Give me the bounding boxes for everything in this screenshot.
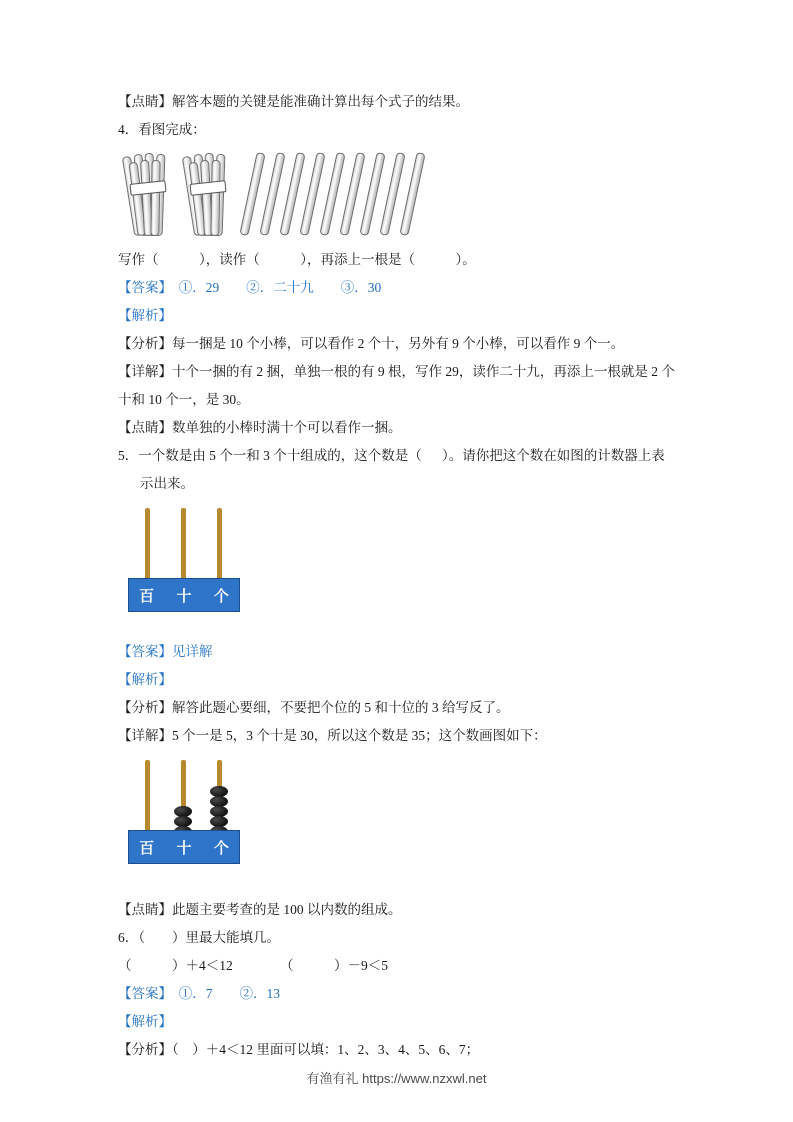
detail-5: 【详解】5 个一是 5，3 个十是 30，所以这个数是 35；这个数画图如下：	[118, 728, 547, 743]
counter-rod-hundreds	[145, 508, 150, 582]
question-4-stem: 4．看图完成：	[118, 122, 206, 137]
analysis-label-6: 【解析】	[118, 1014, 172, 1029]
counter-labels	[128, 578, 240, 612]
answer-5: 【答案】见详解	[118, 644, 213, 659]
counter-label-hundreds-2: 百	[139, 840, 155, 857]
stick-bundle-1	[126, 152, 172, 238]
analysis-label-5: 【解析】	[118, 672, 172, 687]
question-6-stem: 6．（ ）里最大能填几。	[118, 930, 280, 945]
counter-label-ones: 个	[213, 588, 229, 605]
watermark: 有渔有礼 https://www.nzxwl.net	[306, 1071, 487, 1086]
answer-4: 【答案】 ①．29 ②．二十九 ③．30	[118, 280, 382, 295]
question-6-expressions: （ ）＋4＜12 （ ）－9＜5	[118, 958, 388, 973]
analysis-6: 【分析】（ ）＋4＜12 里面可以填：1、2、3、4、5、6、7；	[118, 1042, 480, 1057]
question-4-fill-blanks: 写作（ ），读作（ ），再添上一根是（ ）。	[118, 252, 476, 267]
counter-label-tens: 十	[176, 588, 192, 605]
counter-empty	[128, 508, 240, 626]
analysis-4: 【分析】每一捆是 10 个小棒，可以看作 2 个十，另外有 9 个小棒，可以看作 9 个一。	[118, 336, 625, 351]
counter-filled	[128, 760, 240, 878]
analysis-label-4: 【解析】	[118, 308, 172, 323]
counter-rod-tens	[181, 508, 186, 582]
question-5-stem: 5．一个数是由 5 个一和 3 个十组成的，这个数是（ ）。请你把这个数在如图的计数器上表示出来。	[118, 448, 665, 491]
dianjing-4: 【点睛】数单独的小棒时满十个可以看作一捆。	[118, 420, 402, 435]
sticks-illustration	[120, 150, 678, 242]
counter-rod-hundreds-2	[145, 760, 150, 834]
analysis-5: 【分析】解答此题心要细，不要把个位的 5 和十位的 3 给写反了。	[118, 700, 510, 715]
text-line-dianjing-1: 【点睛】解答本题的关键是能准确计算出每个式子的结果。	[118, 94, 469, 109]
counter-rod-ones	[217, 508, 222, 582]
counter-label-hundreds: 百	[139, 588, 155, 605]
counter-label-ones-2: 个	[213, 840, 229, 857]
dianjing-5: 【点睛】此题主要考查的是 100 以内数的组成。	[118, 902, 402, 917]
counter-label-tens-2: 十	[176, 840, 192, 857]
stick-bundle-2	[186, 152, 232, 238]
document-content	[118, 88, 678, 1064]
counter-labels-2	[128, 830, 240, 864]
detail-4: 【详解】十个一捆的有 2 捆，单独一根的有 9 根，写作 29，读作二十九，再添上一根就是 2 个十和 10 个一，是 30。	[118, 364, 675, 407]
answer-6: 【答案】 ①．7 ②．13	[118, 986, 280, 1001]
